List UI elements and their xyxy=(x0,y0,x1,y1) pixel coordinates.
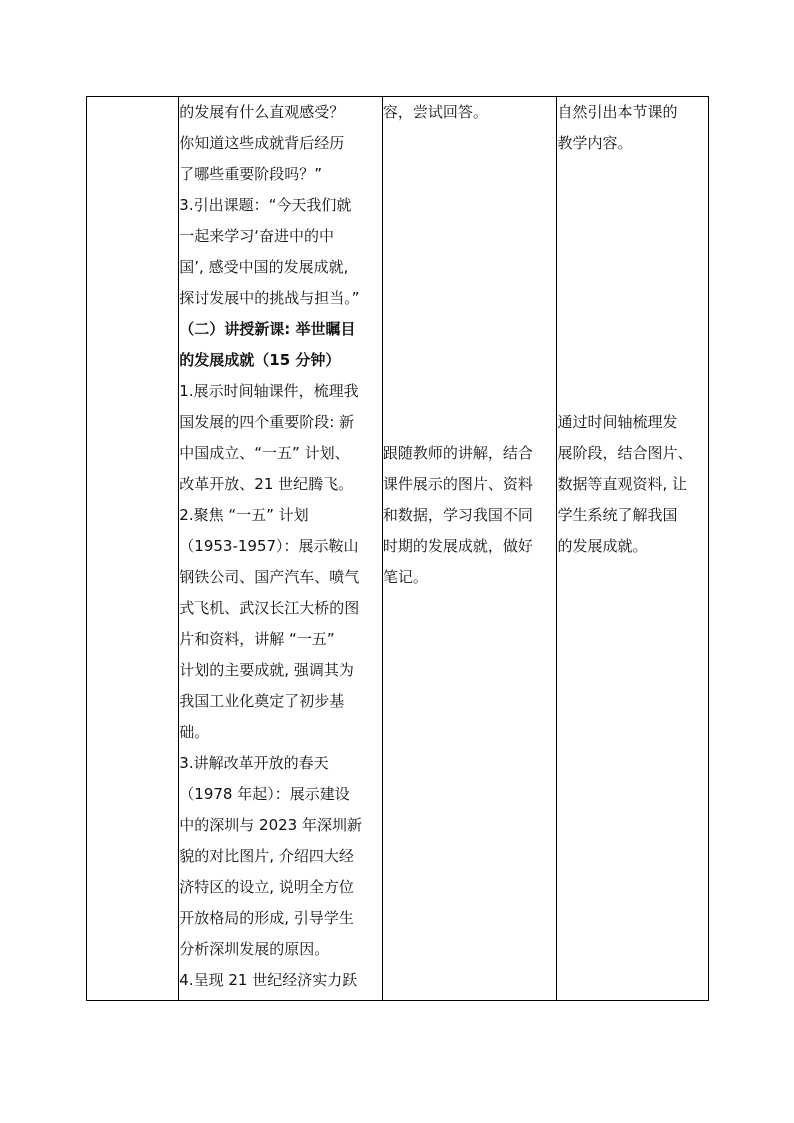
text-line: 2.聚焦 “一五” 计划 xyxy=(179,506,309,524)
design-intent-intro xyxy=(557,97,708,159)
text-line: 你知道这些成就背后经历 xyxy=(179,134,345,152)
text-line: 计划的主要成就, 强调其为 xyxy=(179,661,354,679)
text-line: 时期的发展成就，做好 xyxy=(382,537,533,555)
text-line: 础。 xyxy=(179,723,210,741)
text-line: 中国成立、“一五” 计划、 xyxy=(179,444,350,462)
text-line: 教学内容。 xyxy=(557,134,633,152)
table-row xyxy=(87,97,709,1001)
text-line: 和数据，学习我国不同 xyxy=(382,506,533,524)
text-line: 跟随教师的讲解，结合 xyxy=(382,444,533,462)
text-line: 钢铁公司、国产汽车、喷气 xyxy=(179,568,360,586)
text-line: 貌的对比图片, 介绍四大经 xyxy=(179,847,354,865)
text-line: （1953-1957）：展示鞍山 xyxy=(179,537,359,555)
text-line: 展阶段，结合图片、 xyxy=(557,444,693,462)
lesson-plan-table xyxy=(86,96,709,1001)
text-line: 我国工业化奠定了初步基 xyxy=(179,692,345,710)
design-intent-cell xyxy=(557,97,709,1001)
text-line: 1.展示时间轴课件，梳理我 xyxy=(179,382,359,400)
text-line: 3.讲解改革开放的春天 xyxy=(179,754,329,772)
text-line: 式飞机、武汉长江大桥的图 xyxy=(179,599,360,617)
text-line: （1978 年起）：展示建设 xyxy=(179,785,350,803)
text-line: 4.呈现 21 世纪经济实力跃 xyxy=(179,971,358,989)
text-line: 的发展成就。 xyxy=(557,537,648,555)
text-line: 中的深圳与 2023 年深圳新 xyxy=(179,816,362,834)
text-line: 笔记。 xyxy=(382,568,428,586)
text-line: 课件展示的图片、资料 xyxy=(382,475,533,493)
text-line: 片和资料，讲解 “一五” xyxy=(179,630,335,648)
text-line: 了哪些重要阶段吗？” xyxy=(179,165,323,183)
student-activity-main xyxy=(383,438,557,593)
text-line: 开放格局的形成, 引导学生 xyxy=(179,909,354,927)
design-intent-main xyxy=(557,407,708,562)
teacher-activity-cell xyxy=(179,97,383,1001)
stage-cell xyxy=(87,97,179,1001)
text-line: 自然引出本节课的 xyxy=(557,103,678,121)
text-line: 分析深圳发展的原因。 xyxy=(179,940,330,958)
text-line: 3.引出课题：“今天我们就 xyxy=(179,196,352,214)
text-line: 容，尝试回答。 xyxy=(382,103,488,121)
student-activity-cell xyxy=(382,97,557,1001)
text-line: 一起来学习‘奋进中的中 xyxy=(179,227,335,245)
text-line: 国’, 感受中国的发展成就, xyxy=(179,258,349,276)
student-activity-intro xyxy=(383,97,557,128)
text-line: 济特区的设立, 说明全方位 xyxy=(179,878,354,896)
text-line: 国发展的四个重要阶段: 新 xyxy=(179,413,355,431)
teacher-activity-text xyxy=(179,97,382,996)
text-line: 的发展有什么直观感受？ xyxy=(179,103,345,121)
text-line: 数据等直观资料, 让 xyxy=(557,475,688,493)
text-line: 的发展成就（15 分钟） xyxy=(179,351,341,369)
text-line: 改革开放、21 世纪腾飞。 xyxy=(179,475,354,493)
text-line: 探讨发展中的挑战与担当。” xyxy=(179,289,360,307)
text-line: 通过时间轴梳理发 xyxy=(557,413,678,431)
text-line: 学生系统了解我国 xyxy=(557,506,678,524)
text-line: （二）讲授新课: 举世瞩目 xyxy=(179,320,356,338)
